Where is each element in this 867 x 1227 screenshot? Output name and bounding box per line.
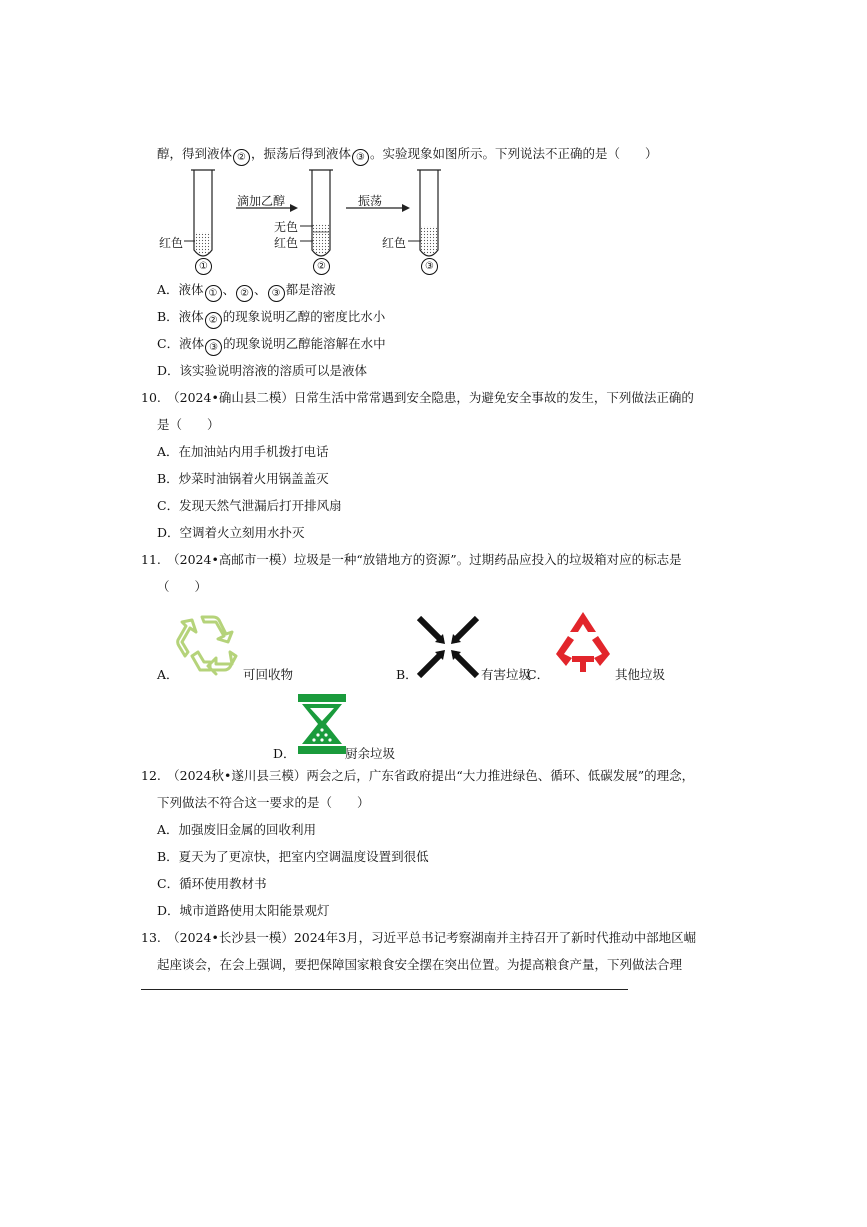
circled-number-3: ③ — [205, 339, 222, 356]
q11-option-c-label: 其他垃圾 — [615, 667, 666, 682]
page-bottom-rule — [141, 989, 628, 990]
q12-stem-line1: 12. （2024秋•遂川县三模）两会之后，广东省政府提出“大力推进绿色、循环、低碳发展”的理念， — [141, 768, 695, 783]
q10-stem-line1: 10. （2024•确山县二模）日常生活中常常遇到安全隐患，为避免安全事故的发生，下列做法正确的 — [141, 390, 694, 405]
q11-stem-line1: 11. （2024•高邮市一模）垃圾是一种“放错地方的资源”。过期药品应投入的垃圾箱对应的标志是 — [141, 552, 682, 567]
q11-option-d-label: 厨余垃圾 — [345, 746, 396, 761]
tube2-number: ② — [313, 258, 330, 275]
q10-option-b: B．炒菜时油锅着火用锅盖盖灭 — [157, 471, 329, 486]
q9-test-tube-figure — [150, 164, 450, 276]
circled-number-3: ③ — [352, 149, 369, 166]
tube3-number: ③ — [421, 258, 438, 275]
tube1-label: 红色 — [159, 236, 184, 250]
q12-option-b: B．夏天为了更凉快，把室内空调温度设置到很低 — [157, 849, 429, 864]
q11-option-b-label: 有害垃圾 — [481, 667, 532, 682]
test-tube-2 — [300, 170, 333, 256]
q12-option-c: C．循环使用教材书 — [157, 876, 267, 891]
circled-number-2: ② — [205, 312, 222, 329]
hazardous-waste-icon — [417, 616, 479, 678]
q10-option-c: C．发现天然气泄漏后打开排风扇 — [157, 498, 342, 513]
q11-option-b-letter: B． — [396, 667, 418, 682]
test-tubes-diagram — [150, 164, 450, 276]
q9-option-b: B．液体 ② 的现象说明乙醇的密度比水小 — [157, 309, 385, 329]
q11-option-a-letter: A． — [157, 667, 179, 682]
q10-stem-line2: 是（ ） — [157, 417, 220, 432]
q9-option-a: A．液体 ① 、 ② 、 ③ 都是溶液 — [157, 282, 336, 302]
q9-option-c: C．液体 ③ 的现象说明乙醇能溶解在水中 — [157, 336, 386, 356]
other-waste-icon — [550, 610, 616, 676]
circled-number-3: ③ — [268, 285, 285, 302]
q13-stem-line2: 起座谈会，在会上强调，要把保障国家粮食安全摆在突出位置。为提高粮食产量，下列做法合理 — [157, 957, 683, 972]
q10-option-a: A．在加油站内用手机拨打电话 — [157, 444, 329, 459]
tube3-label: 红色 — [382, 236, 407, 250]
circled-number-2: ② — [233, 149, 250, 166]
q12-option-a: A．加强废旧金属的回收利用 — [157, 822, 317, 837]
q12-stem-line2: 下列做法不符合这一要求的是（ ） — [157, 795, 370, 810]
circled-number-2: ② — [236, 285, 253, 302]
arrow2-label: 振荡 — [358, 194, 383, 208]
recycle-icon — [176, 612, 242, 678]
q10-option-d: D．空调着火立刻用水扑灭 — [157, 525, 305, 540]
tube2-top-label: 无色 — [274, 220, 299, 234]
q13-stem-line1: 13. （2024•长沙县一模）2024年3月，习近平总书记考察湖南并主持召开了新时代推动中部地区崛 — [141, 930, 697, 945]
test-tube-3 — [408, 170, 441, 256]
tube2-bottom-label: 红色 — [274, 236, 299, 250]
kitchen-waste-icon — [296, 692, 348, 756]
q12-option-d: D．城市道路使用太阳能景观灯 — [157, 903, 330, 918]
q11-option-c-letter: C． — [527, 667, 550, 682]
q9-stem: 醇，得到液体 ② ，振荡后得到液体 ③ 。实验现象如图所示。下列说法不正确的是（ ） — [157, 146, 658, 166]
q11-option-a-label: 可回收物 — [243, 667, 294, 682]
q9-option-d: D．该实验说明溶液的溶质可以是液体 — [157, 363, 368, 378]
tube1-number: ① — [195, 258, 212, 275]
test-tube-1 — [184, 170, 215, 256]
circled-number-1: ① — [205, 285, 222, 302]
arrow1-label: 滴加乙醇 — [237, 194, 286, 208]
q11-option-d-letter: D． — [273, 746, 296, 761]
q11-stem-line2: （ ） — [157, 579, 208, 594]
